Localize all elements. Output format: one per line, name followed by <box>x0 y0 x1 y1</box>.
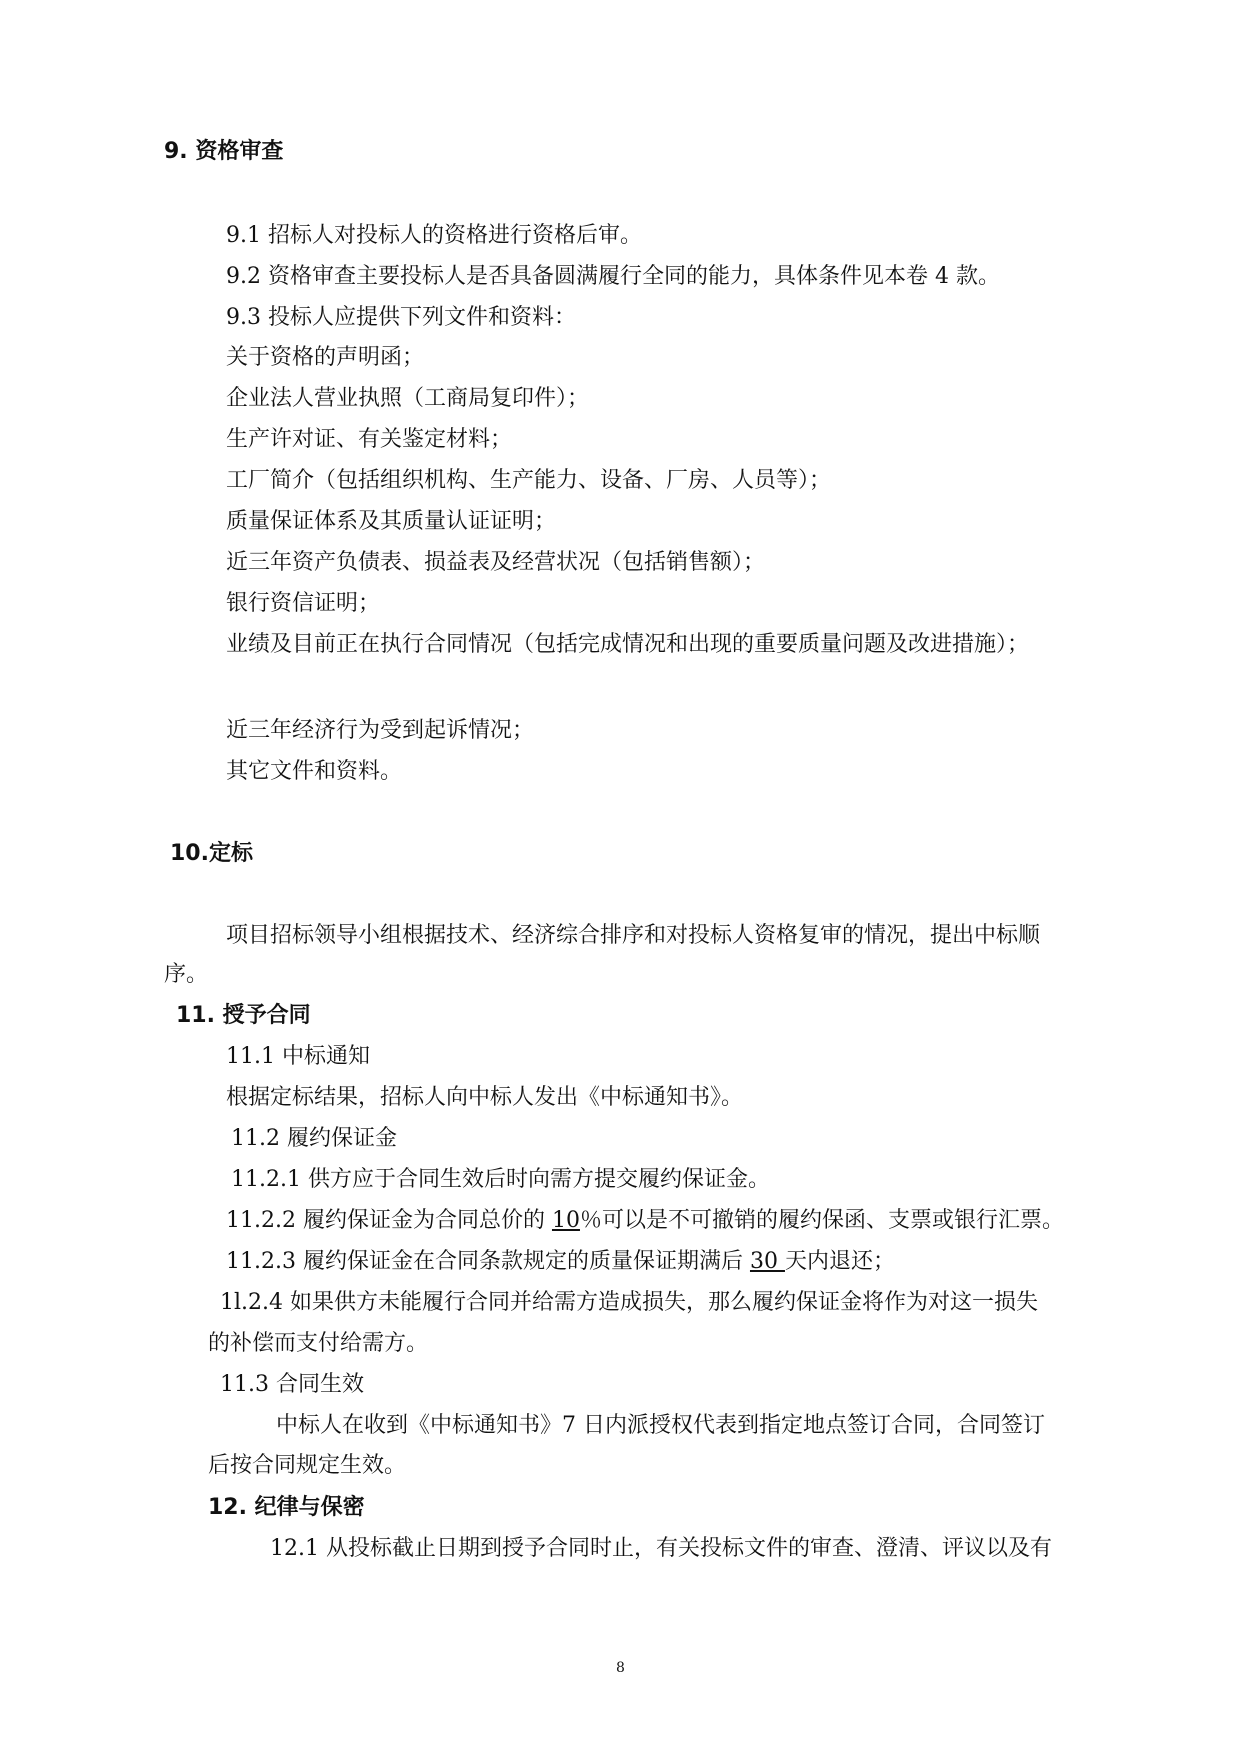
clause-11-2-4-line-2: 的补偿而支付给需方。 <box>208 1331 429 1356</box>
clause-11-2-2-text-end: ％可以是不可撤销的履约保函、支票或银行汇票。 <box>579 1208 1064 1233</box>
list-item: 企业法人营业执照（工商局复印件）； <box>226 386 590 411</box>
days-value: 30 <box>749 1249 785 1274</box>
clause-11-2-2-text: 11.2.2 履约保证金为合同总价的 <box>226 1208 552 1233</box>
clause-11-2-1: 11.2.1 供方应于合同生效后时向需方提交履约保证金。 <box>231 1167 770 1192</box>
section-11-heading: 11. 授予合同 <box>176 1003 311 1028</box>
section-9-heading: 9. 资格审查 <box>164 139 284 164</box>
clause-12-1: 12.1 从投标截止日期到授予合同时止，有关投标文件的审查、澄清、评议以及有 <box>270 1536 1052 1561</box>
clause-11-2: 11.2 履约保证金 <box>231 1126 397 1151</box>
clause-11-2-3 <box>226 1248 895 1276</box>
list-item: 工厂简介（包括组织机构、生产能力、设备、厂房、人员等）； <box>226 468 832 493</box>
clause-11-3-line-2: 后按合同规定生效。 <box>208 1453 407 1478</box>
section-12-heading: 12. 纪律与保密 <box>208 1495 365 1520</box>
clause-11-2-4-line-1: 1l.2.4 如果供方未能履行合同并给需方造成损失，那么履约保证金将作为对这一损失 <box>220 1290 1039 1315</box>
clause-11-1-text: 根据定标结果，招标人向中标人发出《中标通知书》。 <box>226 1085 744 1110</box>
clause-9-1: 9.1 招标人对投标人的资格进行资格后审。 <box>226 223 642 248</box>
list-item: 关于资格的声明函； <box>226 345 425 370</box>
clause-11-3: 11.3 合同生效 <box>220 1372 364 1397</box>
list-item: 业绩及目前正在执行合同情况（包括完成情况和出现的重要质量问题及改进措施）； <box>226 632 1030 657</box>
section-10-paragraph-line-2: 序。 <box>164 962 209 987</box>
list-item: 其它文件和资料。 <box>226 759 403 784</box>
list-item: 生产许对证、有关鉴定材料； <box>226 427 513 452</box>
clause-9-2: 9.2 资格审查主要投标人是否具备圆满履行全同的能力，具体条件见本卷 4 款。 <box>226 264 1000 289</box>
percentage-value: 10 <box>551 1208 580 1233</box>
clause-11-2-3-text: 11.2.3 履约保证金在合同条款规定的质量保证期满后 <box>226 1249 750 1274</box>
section-10-heading: 10.定标 <box>170 841 253 866</box>
list-item: 近三年经济行为受到起诉情况； <box>226 718 535 743</box>
clause-11-1: 11.1 中标通知 <box>226 1044 370 1069</box>
list-item: 近三年资产负债表、损益表及经营状况（包括销售额）； <box>226 550 766 575</box>
clause-11-2-3-text-end: 天内退还； <box>784 1249 895 1274</box>
clause-11-3-line-1: 中标人在收到《中标通知书》7 日内派授权代表到指定地点签订合同，合同签订 <box>276 1413 1045 1438</box>
section-10-paragraph-line-1: 项目招标领导小组根据技术、经济综合排序和对投标人资格复审的情况，提出中标顺 <box>226 923 1041 948</box>
clause-11-2-2 <box>226 1207 1064 1235</box>
clause-9-3: 9.3 投标人应提供下列文件和资料： <box>226 305 576 330</box>
list-item: 质量保证体系及其质量认证证明； <box>226 509 557 534</box>
page-number: 8 <box>616 1660 625 1676</box>
list-item: 银行资信证明； <box>226 591 381 616</box>
